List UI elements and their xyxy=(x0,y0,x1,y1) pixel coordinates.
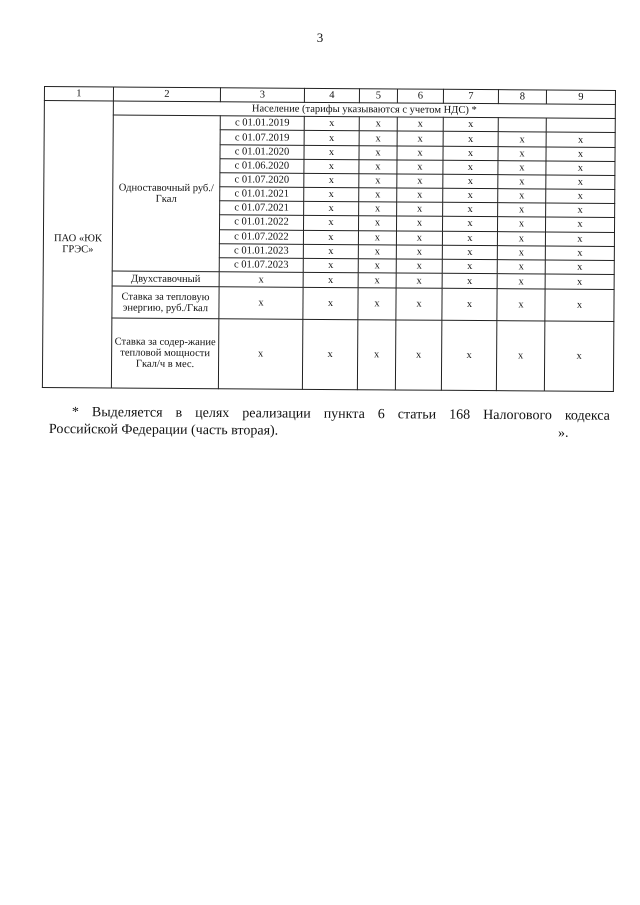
value-cell: x xyxy=(498,160,546,174)
value-cell: x xyxy=(304,131,359,146)
value-cell: x xyxy=(359,131,397,145)
column-number: 3 xyxy=(220,88,304,103)
value-cell: x xyxy=(304,117,359,132)
period-cell: с 01.07.2023 xyxy=(219,258,303,273)
value-cell: x xyxy=(545,232,614,247)
value-cell: x xyxy=(546,161,615,176)
value-cell: x xyxy=(546,147,615,162)
value-cell: x xyxy=(443,132,498,147)
column-number: 6 xyxy=(397,89,443,103)
value-cell: x xyxy=(303,230,358,245)
value-cell: x xyxy=(359,159,397,173)
value-cell: x xyxy=(397,131,443,145)
value-cell: x xyxy=(397,146,443,160)
value-cell: x xyxy=(304,159,359,174)
value-cell: x xyxy=(397,202,443,216)
maintenance-row xyxy=(42,318,613,392)
value-cell: x xyxy=(497,231,545,245)
value-cell: x xyxy=(358,273,396,289)
value-cell: x xyxy=(496,321,544,391)
value-cell xyxy=(498,118,546,132)
value-cell: x xyxy=(545,274,614,290)
value-cell: x xyxy=(443,118,498,133)
value-cell: x xyxy=(546,175,615,190)
column-number: 4 xyxy=(304,88,359,103)
value-cell: x xyxy=(443,160,498,175)
value-cell: x xyxy=(358,230,396,244)
value-cell: x xyxy=(497,289,545,321)
value-cell: x xyxy=(358,288,396,320)
value-cell: x xyxy=(302,320,357,390)
footnote-line-1: * Выделяется в целях реализации пункта 6 статьи 168 Налогового кодекса xyxy=(71,404,610,424)
value-cell: x xyxy=(441,321,496,391)
value-cell: x xyxy=(359,145,397,159)
value-cell: x xyxy=(357,320,395,390)
column-number: 7 xyxy=(443,89,498,104)
column-number: 5 xyxy=(359,89,397,103)
two-rate-label: Двухставочный xyxy=(112,271,219,287)
period-cell: с 01.01.2021 xyxy=(220,187,304,202)
value-cell: x xyxy=(304,202,359,217)
period-cell: с 01.01.2023 xyxy=(219,243,303,258)
value-cell: x xyxy=(442,231,497,246)
value-cell: x xyxy=(359,188,397,202)
value-cell: x xyxy=(303,272,358,288)
value-cell: x xyxy=(358,259,396,273)
closing-quote: ». xyxy=(558,426,569,441)
thermal-energy-row xyxy=(43,286,614,322)
value-cell: x xyxy=(545,289,614,321)
period-cell: с 01.01.2019 xyxy=(220,116,304,131)
value-cell: x xyxy=(359,174,397,188)
period-cell: с 01.07.2019 xyxy=(220,130,304,145)
value-cell: x xyxy=(303,244,358,259)
value-cell: x xyxy=(303,288,358,320)
value-cell: x xyxy=(546,189,615,204)
value-cell: x xyxy=(545,246,614,261)
value-cell: x xyxy=(397,160,443,174)
single-rate-label: Одноставочный руб./Гкал xyxy=(112,115,220,271)
value-cell: x xyxy=(395,320,441,390)
footnote-line-2: Российской Федерации (часть вторая). xyxy=(48,421,279,439)
value-cell: x xyxy=(397,174,443,188)
period-cell: с 01.01.2020 xyxy=(220,144,304,159)
period-cell: с 01.07.2021 xyxy=(220,201,304,216)
value-cell: x xyxy=(358,244,396,258)
value-cell: x xyxy=(498,175,546,189)
value-cell: x xyxy=(219,287,303,319)
period-cell: с 01.06.2020 xyxy=(220,159,304,174)
value-cell: x xyxy=(303,258,358,273)
value-cell: x xyxy=(396,216,442,230)
value-cell: x xyxy=(442,259,497,274)
value-cell: x xyxy=(497,260,545,274)
column-number: 2 xyxy=(113,87,220,102)
value-cell: x xyxy=(498,203,546,217)
column-number: 9 xyxy=(546,90,615,105)
value-cell: x xyxy=(304,173,359,188)
period-cell: с 01.07.2022 xyxy=(219,229,303,244)
value-cell: x xyxy=(304,145,359,160)
value-cell: x xyxy=(497,274,545,290)
value-cell: x xyxy=(498,146,546,160)
value-cell: x xyxy=(546,203,615,218)
value-cell: x xyxy=(498,132,546,146)
value-cell: x xyxy=(219,272,303,288)
value-cell: x xyxy=(442,217,497,232)
thermal-energy-label: Ставка за тепловую энергию, руб./Гкал xyxy=(112,286,219,319)
value-cell: x xyxy=(498,189,546,203)
maintenance-label: Ставка за содер-жание тепловой мощности Гкал/ч в мес. xyxy=(111,318,218,389)
value-cell: x xyxy=(497,245,545,259)
value-cell: x xyxy=(443,203,498,218)
value-cell: x xyxy=(497,217,545,231)
organization-cell: ПАО «ЮК ГРЭС» xyxy=(42,101,113,388)
value-cell: x xyxy=(397,117,443,131)
value-cell: x xyxy=(304,216,359,231)
value-cell: x xyxy=(396,259,442,273)
population-header: Население (тарифы указываются с учетом НДС) * xyxy=(113,101,615,119)
value-cell: x xyxy=(218,319,302,389)
value-cell xyxy=(546,118,615,133)
value-cell: x xyxy=(396,273,442,289)
value-cell: x xyxy=(442,273,497,289)
value-cell: x xyxy=(396,288,442,320)
column-number: 8 xyxy=(498,90,546,104)
value-cell: x xyxy=(304,187,359,202)
period-cell: с 01.01.2022 xyxy=(220,215,304,230)
value-cell: x xyxy=(442,245,497,260)
tariff-table xyxy=(42,86,616,392)
value-cell: x xyxy=(397,188,443,202)
value-cell: x xyxy=(359,202,397,216)
value-cell: x xyxy=(443,174,498,189)
value-cell: x xyxy=(443,146,498,161)
period-cell: с 01.07.2020 xyxy=(220,173,304,188)
value-cell: x xyxy=(359,216,397,230)
page-number: 3 xyxy=(316,30,324,45)
value-cell: x xyxy=(396,231,442,245)
value-cell: x xyxy=(546,132,615,147)
value-cell: x xyxy=(442,289,497,321)
value-cell: x xyxy=(545,260,614,275)
value-cell: x xyxy=(544,321,613,391)
value-cell: x xyxy=(443,188,498,203)
value-cell: x xyxy=(545,217,614,232)
value-cell: x xyxy=(359,117,397,131)
value-cell: x xyxy=(396,245,442,259)
column-number: 1 xyxy=(44,87,113,102)
